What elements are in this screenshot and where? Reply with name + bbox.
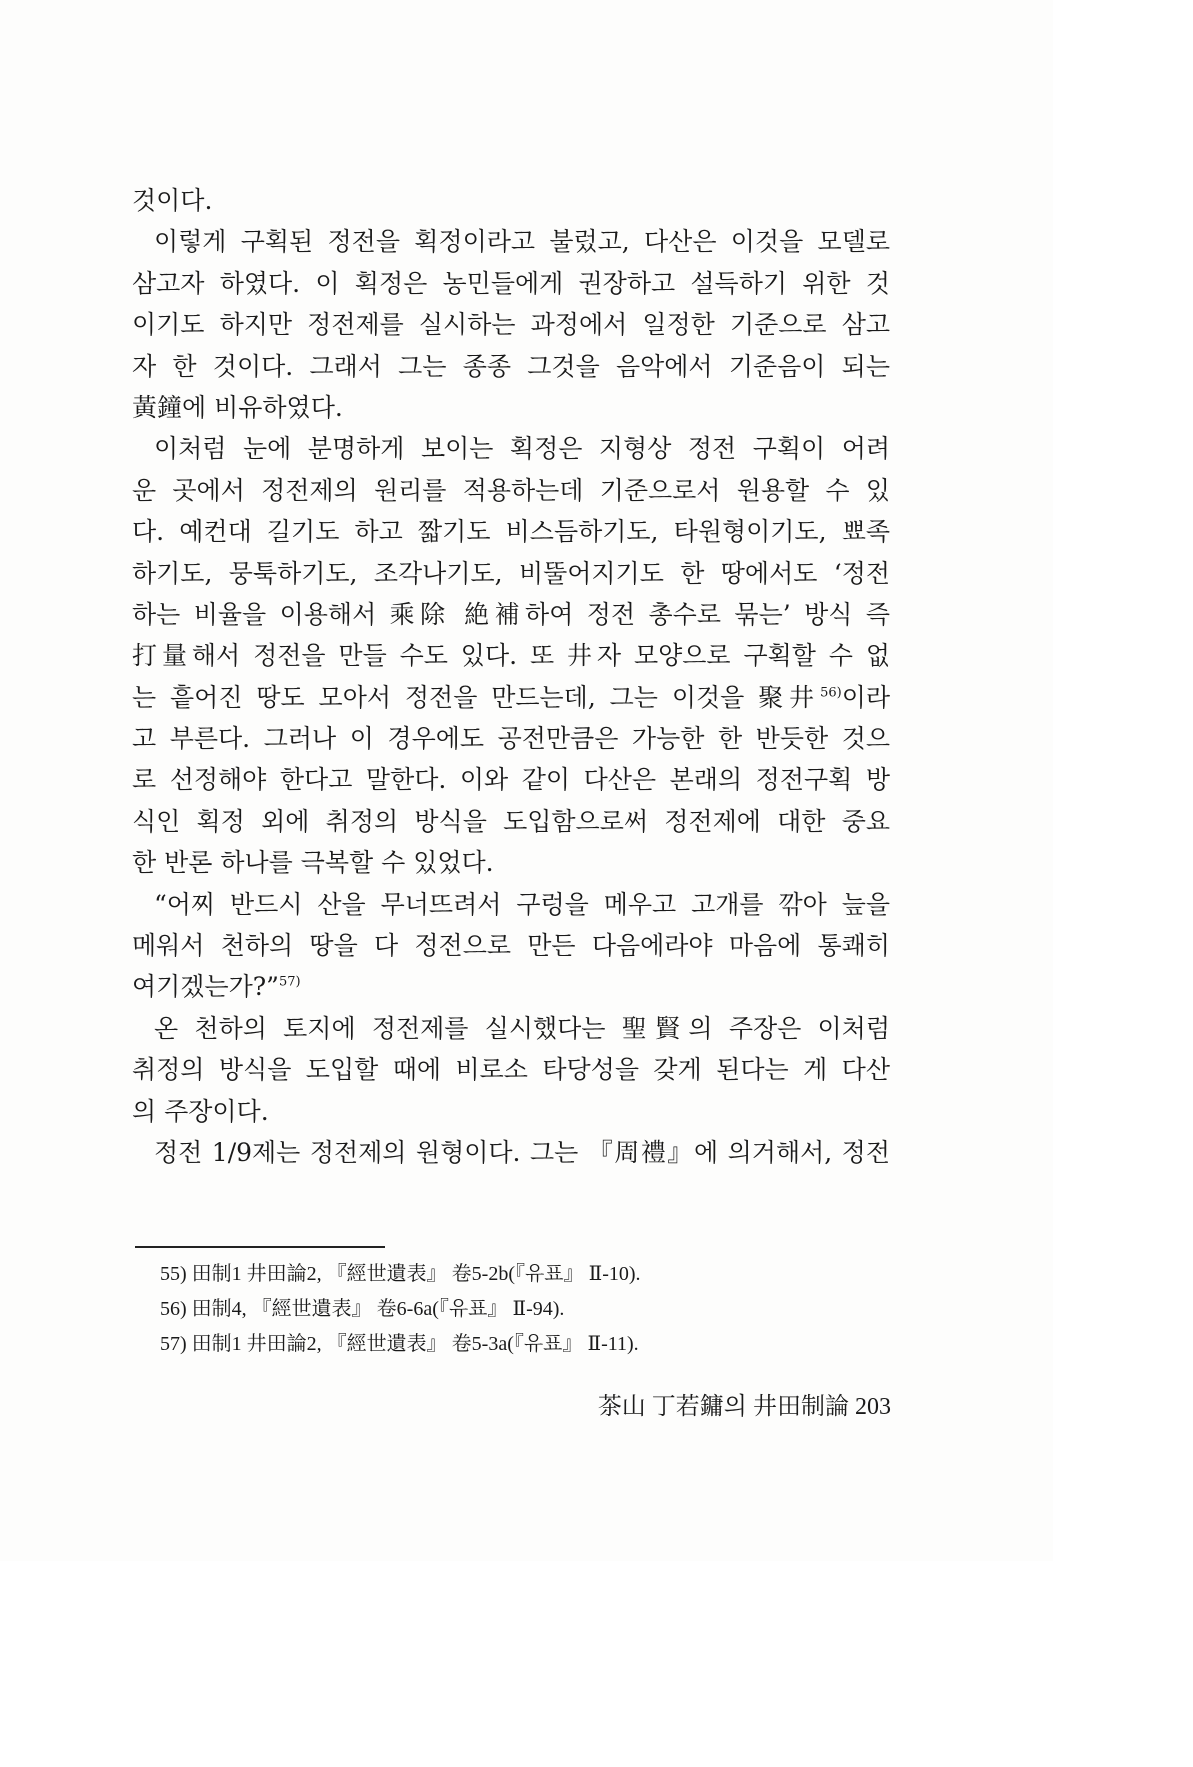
running-title: 茶山 丁若鏞의 井田制論 (597, 1394, 849, 1420)
text-line: 로 선정해야 한다고 말한다. 이와 같이 다산은 본래의 정전구획 방 (132, 765, 890, 795)
text-line: 이처럼 눈에 분명하게 보이는 획정은 지형상 정전 구획이 어려 (154, 434, 890, 464)
text-line: 打量해서 정전을 만들 수도 있다. 또 井자 모양으로 구획할 수 없 (132, 641, 890, 671)
text-line: 취정의 방식을 도입할 때에 비로소 타당성을 갖게 된다는 게 다산 (132, 1055, 890, 1085)
text-line: 식인 획정 외에 취정의 방식을 도입함으로써 정전제에 대한 중요 (132, 806, 890, 836)
text-line: 고 부른다. 그러나 이 경우에도 공전만큼은 가능한 한 반듯한 것으 (132, 724, 890, 754)
text-line: 삼고자 하였다. 이 획정은 농민들에게 권장하고 설득하기 위한 것 (132, 268, 890, 298)
quote-line-with-footnote (132, 966, 890, 1007)
text-line: 하는 비율을 이용해서 乘除 絶補하여 정전 총수로 묶는’ 방식 즉 (132, 599, 890, 629)
quote-line: 메워서 천하의 땅을 다 정전으로 만든 다음에라야 마음에 통쾌히 (132, 931, 890, 961)
text-line: 이기도 하지만 정전제를 실시하는 과정에서 일정한 기준으로 삼고 (132, 310, 890, 340)
text-line: 것이다. (132, 186, 213, 215)
text-line: 다. 예컨대 길기도 하고 짧기도 비스듬하기도, 타원형이기도, 뾰족 (132, 517, 890, 547)
quote-line: “어찌 반드시 산을 무너뜨려서 구렁을 메우고 고개를 깎아 늪을 (154, 889, 890, 919)
footnote-55: 55) 田制1 井田論2, 『經世遺表』 卷5-2b(『유표』 Ⅱ-10). (160, 1263, 641, 1285)
text-line: 정전 1/9제는 정전제의 원형이다. 그는 『周禮』에 의거해서, 정전 (154, 1137, 890, 1167)
text-segment: 는 흩어진 땅도 모아서 정전을 만드는데, 그는 이것을 聚井 (132, 682, 821, 712)
footnote-56: 56) 田制4, 『經世遺表』 卷6-6a(『유표』 Ⅱ-94). (160, 1298, 565, 1320)
text-line-with-footnote (132, 677, 890, 718)
text-segment: 여기겠는가?” (132, 972, 279, 1002)
footnote-divider (135, 1246, 385, 1248)
footnote-marker: 57) (278, 975, 301, 991)
text-line: 자 한 것이다. 그래서 그는 종종 그것을 음악에서 기준음이 되는 (132, 351, 890, 381)
body-text (132, 180, 890, 1173)
text-segment: 이라 (841, 682, 890, 712)
page-number: 203 (855, 1394, 891, 1420)
text-line: 운 곳에서 정전제의 원리를 적용하는데 기준으로서 원용할 수 있 (132, 475, 890, 505)
text-line: 한 반론 하나를 극복할 수 있었다. (132, 848, 494, 878)
text-line: 이렇게 구획된 정전을 획정이라고 불렀고, 다산은 이것을 모델로 (154, 227, 890, 257)
text-line: 온 천하의 토지에 정전제를 실시했다는 聖賢의 주장은 이처럼 (154, 1013, 890, 1043)
text-line: 黃鐘에 비유하였다. (132, 392, 343, 422)
text-line: 하기도, 뭉툭하기도, 조각나기도, 비뚤어지기도 한 땅에서도 ‘정전 (132, 558, 890, 588)
running-footer (598, 1386, 891, 1421)
text-line: 의 주장이다. (132, 1096, 269, 1126)
footnotes (160, 1257, 860, 1362)
footnote-marker: 56) (820, 685, 842, 701)
footnote-57: 57) 田制1 井田論2, 『經世遺表』 卷5-3a(『유표』 Ⅱ-11). (160, 1333, 639, 1355)
